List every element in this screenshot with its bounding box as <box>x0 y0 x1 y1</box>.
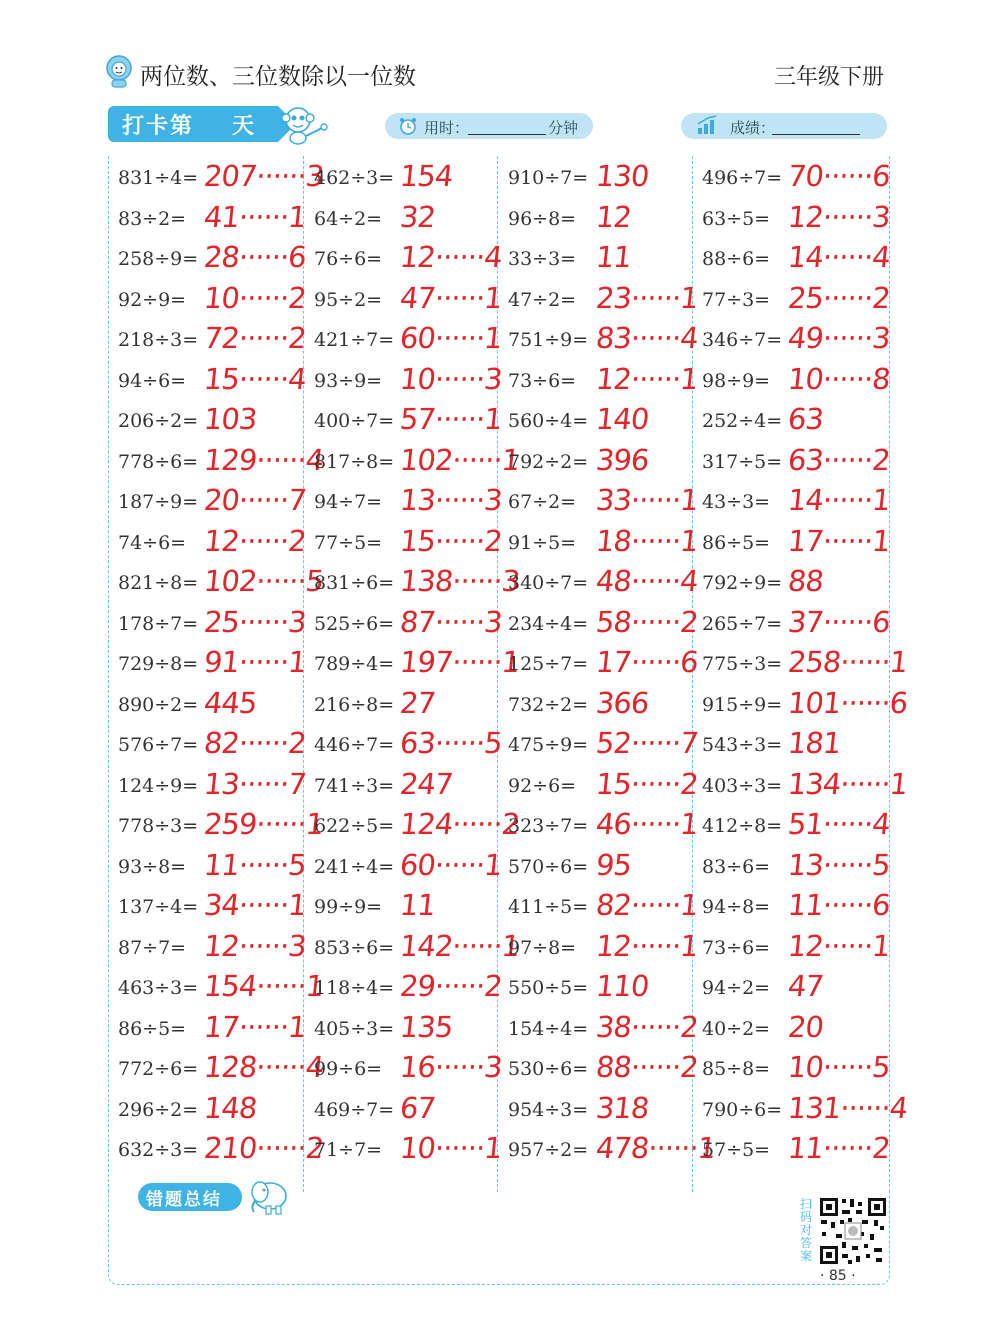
problem-answer: 101······6 <box>786 685 909 720</box>
problem-question: 957÷2= <box>508 1139 589 1161</box>
problem-answer: 88······2 <box>594 1050 700 1084</box>
problem-answer: 17······1 <box>202 1009 308 1044</box>
problem-question: 76÷6= <box>314 248 383 270</box>
problem-question: 77÷5= <box>314 531 383 554</box>
problem-answer: 247 <box>398 766 455 801</box>
alarm-clock-icon <box>398 116 418 136</box>
problem-answer: 12······1 <box>594 928 700 963</box>
problem-question: 71÷7= <box>314 1139 383 1161</box>
problem-answer: 10······2 <box>202 280 308 315</box>
error-summary-label: 错题总结 <box>146 1190 222 1210</box>
problem-question: 92÷6= <box>508 774 577 797</box>
lion-mascot-icon <box>104 52 134 88</box>
problem-question: 317÷5= <box>702 450 783 473</box>
grade-label: 三年级下册 <box>773 65 884 90</box>
problem-answer: 396 <box>594 442 651 477</box>
problem-answer: 130 <box>594 159 651 193</box>
problem-answer: 63 <box>786 402 825 436</box>
problem-answer: 18······1 <box>594 523 700 558</box>
problem-answer: 12······4 <box>398 240 504 274</box>
problem-answer: 58······2 <box>594 604 700 639</box>
problem-answer: 38······2 <box>594 1009 700 1044</box>
problem-answer: 154······1 <box>202 969 325 1003</box>
problem-question: 252÷4= <box>702 410 783 432</box>
problem-question: 340÷7= <box>508 572 589 594</box>
problem-question: 890÷2= <box>118 693 199 716</box>
problem-question: 67÷2= <box>508 491 577 513</box>
problem-answer: 63······5 <box>398 726 504 760</box>
problem-question: 446÷7= <box>314 734 395 756</box>
problem-question: 154÷4= <box>508 1017 589 1040</box>
problem-answer: 15······2 <box>594 766 700 801</box>
problem-answer: 11 <box>398 888 437 922</box>
problem-answer: 20 <box>786 1009 825 1044</box>
problem-answer: 15······2 <box>398 523 504 558</box>
problem-answer: 128······4 <box>202 1050 325 1084</box>
problem-question: 73÷6= <box>702 936 771 959</box>
problem-question: 632÷3= <box>118 1139 199 1161</box>
problem-question: 99÷9= <box>314 896 383 918</box>
problem-question: 178÷7= <box>118 612 199 635</box>
problem-question: 94÷2= <box>702 977 771 999</box>
problem-answer: 134······1 <box>786 766 909 801</box>
problem-question: 47÷2= <box>508 288 577 311</box>
problem-question: 831÷6= <box>314 572 395 594</box>
problem-answer: 13······3 <box>398 483 504 517</box>
problem-question: 258÷9= <box>118 248 199 270</box>
problem-answer: 20······7 <box>202 483 308 517</box>
problem-answer: 95 <box>594 847 633 882</box>
problem-question: 550÷5= <box>508 977 589 999</box>
problem-question: 137÷4= <box>118 896 199 918</box>
problem-question: 98÷9= <box>702 369 771 392</box>
problem-question: 622÷5= <box>314 815 395 837</box>
problem-question: 790÷6= <box>702 1098 783 1121</box>
problem-answer: 11······6 <box>786 888 892 922</box>
problem-question: 94÷7= <box>314 491 383 513</box>
problem-answer: 13······7 <box>202 766 308 801</box>
problem-question: 412÷8= <box>702 815 783 837</box>
problem-question: 910÷7= <box>508 167 589 189</box>
problem-answer: 131······4 <box>786 1090 909 1125</box>
problem-answer: 366 <box>594 685 651 720</box>
problem-answer: 63······2 <box>786 442 892 477</box>
problem-question: 93÷9= <box>314 369 383 392</box>
problem-question: 570÷6= <box>508 855 589 878</box>
problem-question: 96÷8= <box>508 207 577 230</box>
problem-question: 821÷8= <box>118 572 199 594</box>
problem-answer: 88 <box>786 564 825 598</box>
problem-answer: 12······3 <box>786 199 892 234</box>
problem-question: 496÷7= <box>702 167 783 189</box>
problem-question: 88÷6= <box>702 248 771 270</box>
problem-question: 469÷7= <box>314 1098 395 1121</box>
problem-question: 576÷7= <box>118 734 199 756</box>
problem-answer: 23······1 <box>594 280 700 315</box>
problem-answer: 32 <box>398 199 437 234</box>
problem-question: 463÷3= <box>118 977 199 999</box>
problem-question: 97÷8= <box>508 936 577 959</box>
problem-question: 265÷7= <box>702 612 783 635</box>
problem-answer: 124······2 <box>398 807 521 841</box>
problem-question: 83÷6= <box>702 855 771 878</box>
problem-question: 475÷9= <box>508 734 589 756</box>
problem-question: 216÷8= <box>314 693 395 716</box>
problem-question: 775÷3= <box>702 653 783 675</box>
monkey-mascot-icon <box>278 104 330 146</box>
problem-answer: 60······1 <box>398 847 504 882</box>
problem-answer: 83······4 <box>594 321 700 355</box>
problem-question: 778÷3= <box>118 815 199 837</box>
problem-question: 241÷4= <box>314 855 395 878</box>
problem-question: 346÷7= <box>702 329 783 351</box>
problem-answer: 17······6 <box>594 645 700 679</box>
problem-answer: 140 <box>594 402 651 436</box>
score-underline <box>772 134 860 135</box>
problem-question: 462÷3= <box>314 167 395 189</box>
problem-question: 94÷6= <box>118 369 187 392</box>
problem-answer: 52······7 <box>594 726 700 760</box>
problem-answer: 478······1 <box>594 1131 717 1165</box>
problem-question: 33÷3= <box>508 248 577 270</box>
checkin-label: 打卡第 <box>122 114 195 139</box>
problem-answer: 135 <box>398 1009 455 1044</box>
problem-question: 741÷3= <box>314 774 395 797</box>
problem-answer: 27 <box>398 685 437 720</box>
problem-question: 57÷5= <box>702 1139 771 1161</box>
problem-answer: 102······1 <box>398 442 521 477</box>
problem-answer: 87······3 <box>398 604 504 639</box>
checkin-day-label: 天 <box>232 114 255 139</box>
problem-question: 94÷8= <box>702 896 771 918</box>
problem-question: 400÷7= <box>314 410 395 432</box>
problem-answer: 14······4 <box>786 240 892 274</box>
problem-question: 73÷6= <box>508 369 577 392</box>
problem-question: 560÷4= <box>508 410 589 432</box>
problem-answer: 29······2 <box>398 969 504 1003</box>
problem-answer: 12······3 <box>202 928 308 963</box>
problem-answer: 41······1 <box>202 199 308 234</box>
problem-answer: 48······4 <box>594 564 700 598</box>
problem-question: 40÷2= <box>702 1017 771 1040</box>
problem-answer: 16······3 <box>398 1050 504 1084</box>
problem-answer: 14······1 <box>786 483 892 517</box>
problem-answer: 34······1 <box>202 888 308 922</box>
problem-answer: 17······1 <box>786 523 892 558</box>
problem-question: 954÷3= <box>508 1098 589 1121</box>
problem-answer: 102······5 <box>202 564 325 598</box>
problem-answer: 12······2 <box>202 523 308 558</box>
problem-question: 525÷6= <box>314 612 395 635</box>
problem-question: 789÷4= <box>314 653 395 675</box>
problem-answer: 82······2 <box>202 726 308 760</box>
problem-answer: 142······1 <box>398 928 521 963</box>
problem-answer: 25······2 <box>786 280 892 315</box>
problem-question: 77÷3= <box>702 288 771 311</box>
problem-question: 95÷2= <box>314 288 383 311</box>
problem-question: 530÷6= <box>508 1058 589 1080</box>
problem-question: 234÷4= <box>508 612 589 635</box>
problem-question: 218÷3= <box>118 329 199 351</box>
problem-answer: 11······2 <box>786 1131 892 1165</box>
problem-question: 187÷9= <box>118 491 199 513</box>
problem-answer: 91······1 <box>202 645 308 679</box>
time-label: 用时： <box>424 119 470 137</box>
problem-question: 43÷3= <box>702 491 771 513</box>
problem-answer: 11 <box>594 240 633 274</box>
problem-question: 792÷2= <box>508 450 589 473</box>
page-number: · 85 · <box>820 1268 856 1284</box>
problem-answer: 25······3 <box>202 604 308 639</box>
scan-for-answers-label: 扫码对答案 <box>800 1197 813 1263</box>
problem-answer: 103 <box>202 402 259 436</box>
problem-question: 74÷6= <box>118 531 187 554</box>
problem-answer: 57······1 <box>398 402 504 436</box>
problem-question: 92÷9= <box>118 288 187 311</box>
problem-answer: 49······3 <box>786 321 892 355</box>
problem-question: 915÷9= <box>702 693 783 716</box>
problem-question: 729÷8= <box>118 653 199 675</box>
problem-answer: 28······6 <box>202 240 308 274</box>
problem-answer: 46······1 <box>594 807 700 841</box>
problem-answer: 258······1 <box>786 645 909 679</box>
score-label: 成绩： <box>730 119 776 137</box>
problem-question: 403÷3= <box>702 774 783 797</box>
problem-answer: 259······1 <box>202 807 325 841</box>
problem-answer: 67 <box>398 1090 437 1125</box>
problem-question: 817÷8= <box>314 450 395 473</box>
problem-answer: 110 <box>594 969 651 1003</box>
problem-answer: 148 <box>202 1090 259 1125</box>
time-underline <box>468 134 546 135</box>
elephant-mascot-icon <box>244 1176 294 1216</box>
problem-answer: 445 <box>202 685 259 720</box>
problem-question: 778÷6= <box>118 450 199 473</box>
problem-question: 296÷2= <box>118 1098 199 1121</box>
problem-answer: 129······4 <box>202 442 325 477</box>
problem-question: 118÷4= <box>314 977 395 999</box>
problem-answer: 47······1 <box>398 280 504 315</box>
problem-answer: 37······6 <box>786 604 892 639</box>
problem-answer: 12······1 <box>594 361 700 396</box>
problem-question: 86÷5= <box>118 1017 187 1040</box>
problem-question: 206÷2= <box>118 410 199 432</box>
problem-question: 87÷7= <box>118 936 187 959</box>
bar-growth-icon <box>696 114 720 136</box>
problem-question: 732÷2= <box>508 693 589 716</box>
problem-question: 543÷3= <box>702 734 783 756</box>
problem-answer: 60······1 <box>398 321 504 355</box>
problem-question: 853÷6= <box>314 936 395 959</box>
problem-question: 63÷5= <box>702 207 771 230</box>
problem-question: 751÷9= <box>508 329 589 351</box>
problem-answer: 12······1 <box>786 928 892 963</box>
problem-answer: 181 <box>786 726 843 760</box>
problem-answer: 82······1 <box>594 888 700 922</box>
problem-question: 125÷7= <box>508 653 589 675</box>
problem-answer: 197······1 <box>398 645 521 679</box>
problem-question: 124÷9= <box>118 774 199 797</box>
problem-answer: 33······1 <box>594 483 700 517</box>
problem-answer: 10······1 <box>398 1131 504 1165</box>
problem-answer: 51······4 <box>786 807 892 841</box>
problem-question: 831÷4= <box>118 167 199 189</box>
problem-answer: 10······3 <box>398 361 504 396</box>
problem-question: 93÷8= <box>118 855 187 878</box>
time-unit-label: 分钟 <box>548 119 579 137</box>
problem-answer: 10······8 <box>786 361 892 396</box>
problem-question: 405÷3= <box>314 1017 395 1040</box>
problem-question: 792÷9= <box>702 572 783 594</box>
problem-question: 85÷8= <box>702 1058 771 1080</box>
problem-question: 86÷5= <box>702 531 771 554</box>
problem-question: 323÷7= <box>508 815 589 837</box>
problem-answer: 10······5 <box>786 1050 892 1084</box>
qr-code-icon[interactable] <box>818 1196 888 1266</box>
problem-answer: 72······2 <box>202 321 308 355</box>
problem-answer: 13······5 <box>786 847 892 882</box>
problem-answer: 70······6 <box>786 159 892 193</box>
problem-answer: 207······3 <box>202 159 325 193</box>
problem-answer: 15······4 <box>202 361 308 396</box>
problem-question: 99÷6= <box>314 1058 383 1080</box>
problem-answer: 138······3 <box>398 564 521 598</box>
problem-answer: 318 <box>594 1090 651 1125</box>
problem-answer: 12 <box>594 199 633 234</box>
problem-question: 421÷7= <box>314 329 395 351</box>
problem-answer: 11······5 <box>202 847 308 882</box>
page-title: 两位数、三位数除以一位数 <box>140 64 416 90</box>
problem-question: 411÷5= <box>508 896 589 918</box>
problem-question: 64÷2= <box>314 207 383 230</box>
problem-question: 772÷6= <box>118 1058 199 1080</box>
problem-answer: 154 <box>398 159 455 193</box>
problem-answer: 47 <box>786 969 825 1003</box>
problem-answer: 210······2 <box>202 1131 325 1165</box>
problem-question: 83÷2= <box>118 207 187 230</box>
problem-question: 91÷5= <box>508 531 577 554</box>
